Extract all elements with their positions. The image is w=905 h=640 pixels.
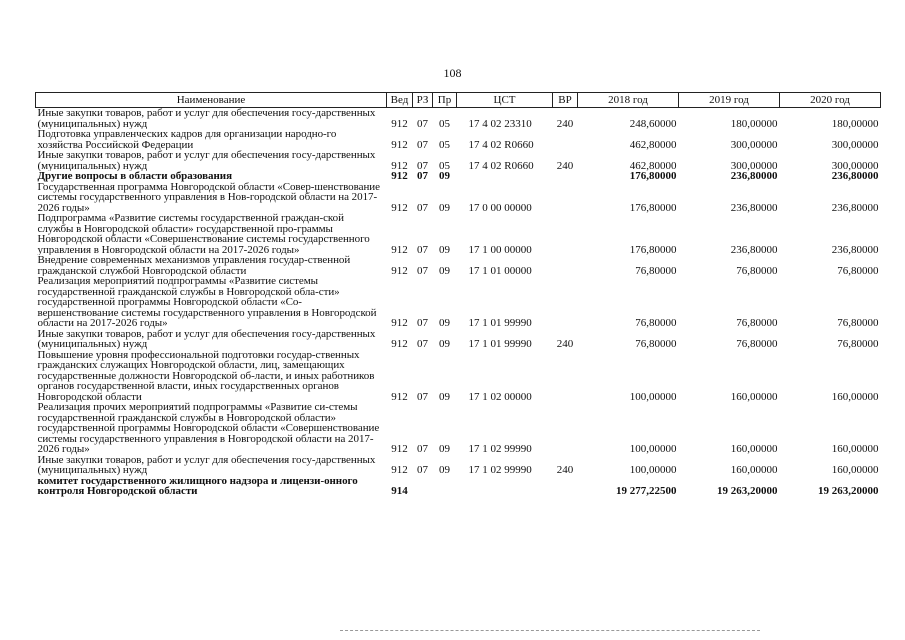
row-rz-cell: 07 <box>417 201 428 213</box>
header-ved: Вед <box>387 93 413 108</box>
row-2020-cell: 236,80000 <box>831 243 879 255</box>
row-2019-cell: 76,80000 <box>736 317 778 329</box>
table-row <box>36 329 881 350</box>
row-vr-cell: 240 <box>556 159 574 171</box>
row-rz-cell: 07 <box>417 317 428 329</box>
row-ved-cell: 914 <box>391 485 408 497</box>
table-row <box>36 476 881 497</box>
row-2020-cell: 236,80000 <box>831 201 879 213</box>
row-pr-cell: 05 <box>439 138 450 150</box>
row-name-cell: Реализация мероприятий подпрограммы «Развитие системы государственной гражданской службы в Новгородской обла-сти» государственной программы Новгородской области «Со-вершенствование системы государственного управления в Новгородской области на 2017-2026 годы» <box>37 276 377 329</box>
row-vr-cell <box>553 171 578 182</box>
row-2019-cell: 180,00000 <box>730 117 778 129</box>
row-name-cell: Государственная программа Новгородской области «Совер-шенствование системы государственного управления в Нов-городской области на 2017-2026 годы» <box>37 181 380 213</box>
row-ved-cell: 912 <box>391 443 408 455</box>
row-vr-cell: 240 <box>556 117 574 129</box>
row-pr-cell: 09 <box>439 464 450 476</box>
row-pr-cell: 09 <box>439 390 450 402</box>
row-rz-cell <box>413 476 433 497</box>
row-rz-cell: 07 <box>417 464 428 476</box>
row-2019-cell: 236,80000 <box>730 243 778 255</box>
row-cst-cell <box>457 476 553 497</box>
row-cst-cell: 17 1 02 99990 <box>468 464 532 476</box>
table-row <box>36 182 881 214</box>
row-2020-cell: 300,00000 <box>831 159 879 171</box>
table-row <box>36 129 881 150</box>
row-pr-cell: 05 <box>439 159 450 171</box>
row-2020-cell: 160,00000 <box>831 464 879 476</box>
row-2019-cell: 76,80000 <box>736 338 778 350</box>
row-name-cell: Иные закупки товаров, работ и услуг для обеспечения госу-дарственных (муниципальных) нужд <box>37 107 376 129</box>
row-2020-cell: 76,80000 <box>837 338 879 350</box>
row-pr-cell: 09 <box>439 338 450 350</box>
row-pr-cell: 05 <box>439 117 450 129</box>
row-vr-cell <box>553 213 578 255</box>
row-rz-cell: 07 <box>417 171 428 182</box>
row-2020-cell: 160,00000 <box>831 390 879 402</box>
row-ved-cell: 912 <box>391 138 408 150</box>
row-2018-cell: 100,00000 <box>629 443 677 455</box>
row-2018-cell: 100,00000 <box>629 464 677 476</box>
header-rz: РЗ <box>413 93 433 108</box>
row-ved-cell: 912 <box>391 117 408 129</box>
table-row <box>36 213 881 255</box>
row-2018-cell: 76,80000 <box>635 264 677 276</box>
row-cst-cell: 17 0 00 00000 <box>468 201 532 213</box>
header-vr: ВР <box>553 93 578 108</box>
budget-table <box>35 92 881 497</box>
row-vr-cell <box>553 129 578 150</box>
row-2019-cell: 160,00000 <box>730 464 778 476</box>
row-ved-cell: 912 <box>391 243 408 255</box>
row-ved-cell: 912 <box>391 201 408 213</box>
row-rz-cell: 07 <box>417 338 428 350</box>
row-rz-cell: 07 <box>417 117 428 129</box>
row-2019-cell: 160,00000 <box>730 390 778 402</box>
row-rz-cell: 07 <box>417 390 428 402</box>
row-cst-cell: 17 4 02 R0660 <box>468 159 534 171</box>
row-2020-cell: 76,80000 <box>837 264 879 276</box>
row-pr-cell: 09 <box>439 201 450 213</box>
row-cst-cell: 17 1 01 99990 <box>468 317 532 329</box>
row-vr-cell <box>553 350 578 403</box>
row-pr-cell: 09 <box>439 317 450 329</box>
row-vr-cell <box>553 182 578 214</box>
table-row <box>36 276 881 329</box>
row-name-cell: комитет государственного жилищного надзора и лицензи-онного контроля Новгородской области <box>37 475 358 497</box>
table-row <box>36 150 881 171</box>
row-vr-cell <box>553 255 578 276</box>
row-ved-cell: 912 <box>391 171 408 182</box>
row-ved-cell: 912 <box>391 264 408 276</box>
table-row <box>36 350 881 403</box>
row-ved-cell: 912 <box>391 317 408 329</box>
row-pr-cell: 09 <box>439 171 450 182</box>
page-number: 108 <box>443 66 462 80</box>
table-row <box>36 255 881 276</box>
row-2020-cell: 236,80000 <box>831 171 879 182</box>
row-name-cell: Подпрограмма «Развитие системы государственной граждан-ской службы в Новгородской области» государственной про-граммы Новгородской области «Совершенствование системы государственного управления в Новгородской области на 2017-2026 годы» <box>37 213 370 255</box>
row-2019-cell: 300,00000 <box>730 159 778 171</box>
row-ved-cell: 912 <box>391 338 408 350</box>
row-name-cell: Иные закупки товаров, работ и услуг для обеспечения госу-дарственных (муниципальных) нужд <box>37 150 376 171</box>
row-2019-cell: 236,80000 <box>730 201 778 213</box>
row-cst-cell: 17 4 02 23310 <box>468 117 532 129</box>
row-cst-cell: 17 1 01 99990 <box>468 338 532 350</box>
row-2019-cell: 76,80000 <box>736 264 778 276</box>
row-rz-cell: 07 <box>417 443 428 455</box>
row-name-cell: Реализация прочих мероприятий подпрограммы «Развитие си-стемы государственной гражданской службы в Новгородской области» государственной программы Новгородской области «Совершенствование системы государственного управления в Новгородской области на 2017-2026 годы» <box>37 402 380 455</box>
row-rz-cell: 07 <box>417 138 428 150</box>
row-name-cell: Повышение уровня профессиональной подготовки государ-ственных гражданских служащих Новгородской области, лиц, замещающих государственные должности Новгородской об-ласти, и иных работников органов государственной власти, иных государственных органов Новгородской области <box>37 349 375 402</box>
row-pr-cell: 09 <box>439 443 450 455</box>
row-pr-cell: 09 <box>439 243 450 255</box>
row-pr-cell: 09 <box>439 264 450 276</box>
row-name-cell: Подготовка управленческих кадров для организации народно-го хозяйства Российской Федерации <box>37 129 337 150</box>
row-2018-cell: 176,80000 <box>629 171 677 182</box>
row-vr-cell: 240 <box>556 464 574 476</box>
row-2018-cell: 76,80000 <box>635 338 677 350</box>
header-2020: 2020 год <box>780 93 881 108</box>
row-ved-cell: 912 <box>391 464 408 476</box>
header-name: Наименование <box>36 93 387 108</box>
row-rz-cell: 07 <box>417 264 428 276</box>
row-2018-cell: 19 277,22500 <box>616 485 677 497</box>
row-2020-cell: 160,00000 <box>831 443 879 455</box>
row-2019-cell: 300,00000 <box>730 138 778 150</box>
row-2020-cell: 76,80000 <box>837 317 879 329</box>
row-name-cell: Иные закупки товаров, работ и услуг для обеспечения госу-дарственных (муниципальных) нужд <box>37 328 376 350</box>
header-2019: 2019 год <box>679 93 780 108</box>
row-vr-cell <box>553 276 578 329</box>
row-2018-cell: 462,80000 <box>629 159 677 171</box>
row-2019-cell: 160,00000 <box>730 443 778 455</box>
header-pr: Пр <box>433 93 457 108</box>
row-2020-cell: 19 263,20000 <box>818 485 879 497</box>
table-row <box>36 402 881 455</box>
row-vr-cell: 240 <box>556 338 574 350</box>
row-2018-cell: 100,00000 <box>629 390 677 402</box>
row-vr-cell <box>553 402 578 455</box>
row-cst-cell: 17 1 01 00000 <box>468 264 532 276</box>
row-2018-cell: 176,80000 <box>629 243 677 255</box>
row-cst-cell <box>457 171 553 182</box>
row-cst-cell: 17 4 02 R0660 <box>468 138 534 150</box>
header-cst: ЦСТ <box>457 93 553 108</box>
page-bottom-rule <box>340 630 760 632</box>
header-2018: 2018 год <box>578 93 679 108</box>
table-body <box>36 108 881 497</box>
row-2020-cell: 180,00000 <box>831 117 879 129</box>
row-2018-cell: 462,80000 <box>629 138 677 150</box>
row-pr-cell <box>433 476 457 497</box>
row-2018-cell: 248,60000 <box>629 117 677 129</box>
row-rz-cell: 07 <box>417 243 428 255</box>
row-name-cell: Другие вопросы в области образования <box>37 171 232 182</box>
table-row <box>36 108 881 130</box>
row-2019-cell: 19 263,20000 <box>717 485 778 497</box>
row-2018-cell: 76,80000 <box>635 317 677 329</box>
row-2019-cell: 236,80000 <box>730 171 778 182</box>
row-rz-cell: 07 <box>417 159 428 171</box>
row-cst-cell: 17 1 00 00000 <box>468 243 532 255</box>
row-name-cell: Иные закупки товаров, работ и услуг для обеспечения госу-дарственных (муниципальных) нужд <box>37 454 376 476</box>
table-row <box>36 171 881 182</box>
row-ved-cell: 912 <box>391 390 408 402</box>
row-cst-cell: 17 1 02 00000 <box>468 390 532 402</box>
row-2020-cell: 300,00000 <box>831 138 879 150</box>
table-row <box>36 455 881 476</box>
table-header-row <box>36 93 881 108</box>
row-name-cell: Внедрение современных механизмов управления государ-ственной гражданской службой Новгородской области <box>37 255 351 276</box>
row-vr-cell <box>553 476 578 497</box>
row-2018-cell: 176,80000 <box>629 201 677 213</box>
row-ved-cell: 912 <box>391 159 408 171</box>
row-cst-cell: 17 1 02 99990 <box>468 443 532 455</box>
